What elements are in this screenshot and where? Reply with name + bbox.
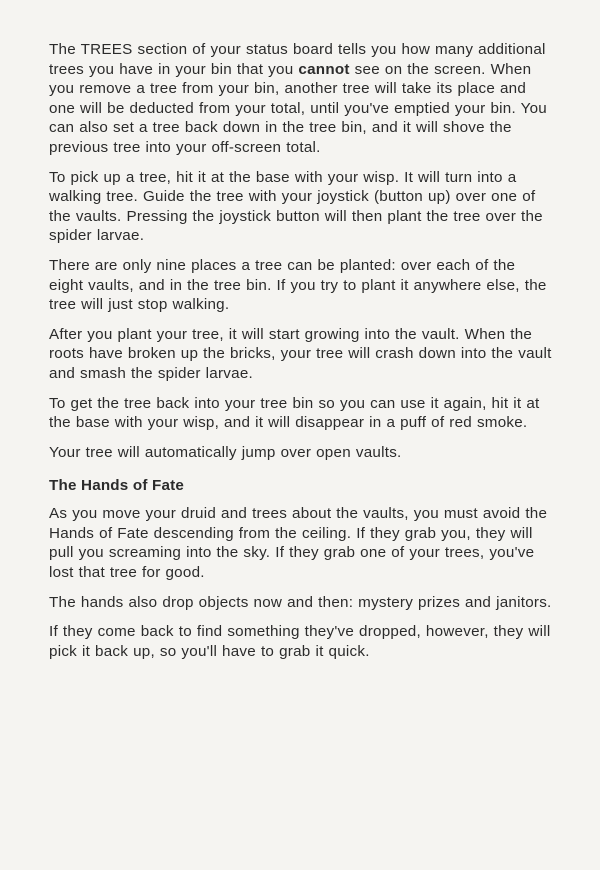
paragraph-planting-places: There are only nine places a tree can be planted: over each of the eight vaults, and in the tree bin. If you try to plant it anywhere else, the tree will just stop walking. [49,256,547,314]
paragraph-pick-up-tree: To pick up a tree, hit it at the base with your wisp. It will turn into a walking tree. Guide the tree with your joystick (button up) over one of the vaults. Pressing the joystick button will then plant the tree over the spider larvae. [49,168,543,245]
emphasis-cannot: cannot [298,60,350,78]
paragraph-hands-pickup: If they come back to find something they've dropped, however, they will pick it back up, so you'll have to grab it quick. [49,623,551,660]
paragraph-trees-status [49,40,552,158]
paragraph-hands-drop: The hands also drop objects now and then: mystery prizes and janitors. [49,593,552,611]
section-heading: The Hands of Fate [49,477,185,495]
paragraph-tree-growing: After you plant your tree, it will start growing into the vault. When the roots have broken up the bricks, your tree will crash down into the vault and smash the spider larvae. [49,325,552,382]
paragraph-text: The TREES section of your status board tells you how many additional trees you have in your bin that you [49,41,546,78]
paragraph-return-tree: To get the tree back into your tree bin so you can use it again, hit it at the base with your wisp, and it will disappear in a puff of red smoke. [49,394,540,432]
paragraph-text: see on the screen. When you remove a tree from your bin, another tree will take its place and one will be deducted from your total, until you've emptied your bin. You can also set a tree back down in the tree bin, and it will shove the previous tree into your off-screen total. [49,60,547,156]
paragraph-jump-vaults: Your tree will automatically jump over open vaults. [49,443,402,461]
paragraph-hands-avoid: As you move your druid and trees about the vaults, you must avoid the Hands of Fate descending from the ceiling. If they grab you, they will pull you screaming into the sky. If they grab one of your trees, you've lost that tree for good. [49,505,548,582]
